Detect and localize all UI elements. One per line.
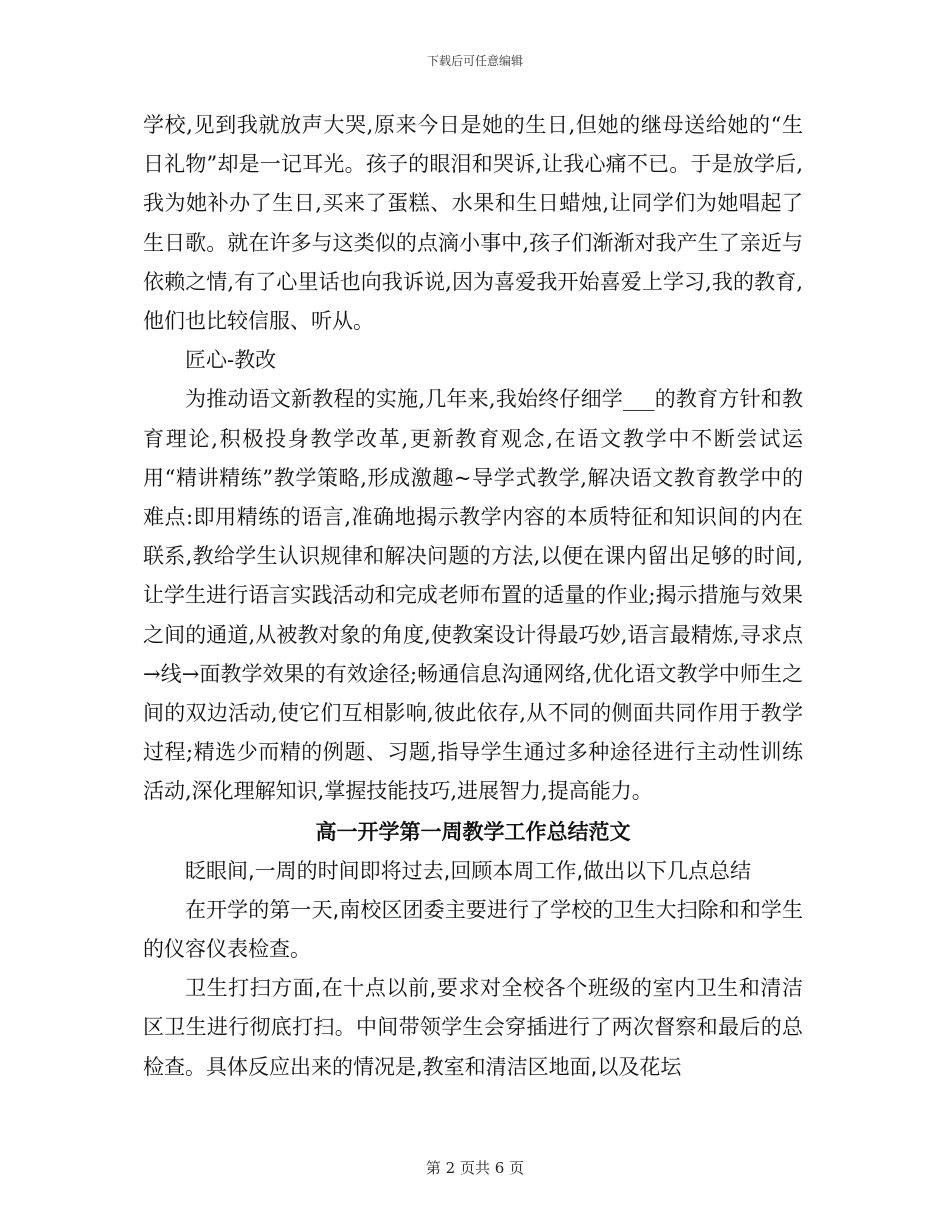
page-header: 下载后可任意编辑 <box>426 54 523 68</box>
document-body <box>143 106 803 1087</box>
section-paragraph-2: 在开学的第一天,南校区团委主要进行了学校的卫生大扫除和和学生的仪容仪表检查。 <box>143 897 803 962</box>
section-paragraph-1: 眨眼间,一周的时间即将过去,回顾本周工作,做出以下几点总结 <box>185 858 752 883</box>
section-title: 高一开学第一周教学工作总结范文 <box>315 819 631 844</box>
paragraph-2: 为推动语文新教程的实施,几年来,我始终仔细学___的教育方针和教育理论,积极投身教学改革,更新教育观念,在语文教学中不断尝试运用“精讲精练”教学策略,形成激趣~导学式教学,解决语文教育教学中的难点:即用精练的语言,准确地揭示教学内容的本质特征和知识间的内在联系,教给学生认识规律和解决问题的方法,以便在课内留出足够的时间,让学生进行语言实践活动和完成老师布置的适量的作业;揭示措施与效果之间的通道,从被教对象的角度,使教案设计得最巧妙,语言最精炼,寻求点→线→面教学效果的有效途径;畅通信息沟通网络,优化语文教学中师生之间的双边活动,使它们互相影响,彼此依存,从不同的侧面共同作用于教学过程;精选少而精的例题、习题,指导学生通过多种途径进行主动性训练活动,深化理解知识,掌握技能技巧,进展智力,提高能力。 <box>143 387 803 804</box>
subheading-jiangxin: 匠心-教改 <box>185 348 277 373</box>
page-footer: 第 2 页共 6 页 <box>425 1159 525 1177</box>
section-paragraph-3: 卫生打扫方面,在十点以前,要求对全校各个班级的室内卫生和清洁区卫生进行彻底打扫。中间带领学生会穿插进行了两次督察和最后的总检查。具体反应出来的情况是,教室和清洁区地面,以及花坛 <box>143 976 803 1079</box>
paragraph-1: 学校,见到我就放声大哭,原来今日是她的生日,但她的继母送给她的“生日礼物”却是一记耳光。孩子的眼泪和哭诉,让我心痛不已。于是放学后,我为她补办了生日,买来了蛋糕、水果和生日蜡烛,让同学们为她唱起了生日歌。就在许多与这类似的点滴小事中,孩子们渐渐对我产生了亲近与依赖之情,有了心里话也向我诉说,因为喜爱我开始喜爱上学习,我的教育,他们也比较信服、听从。 <box>143 113 803 334</box>
